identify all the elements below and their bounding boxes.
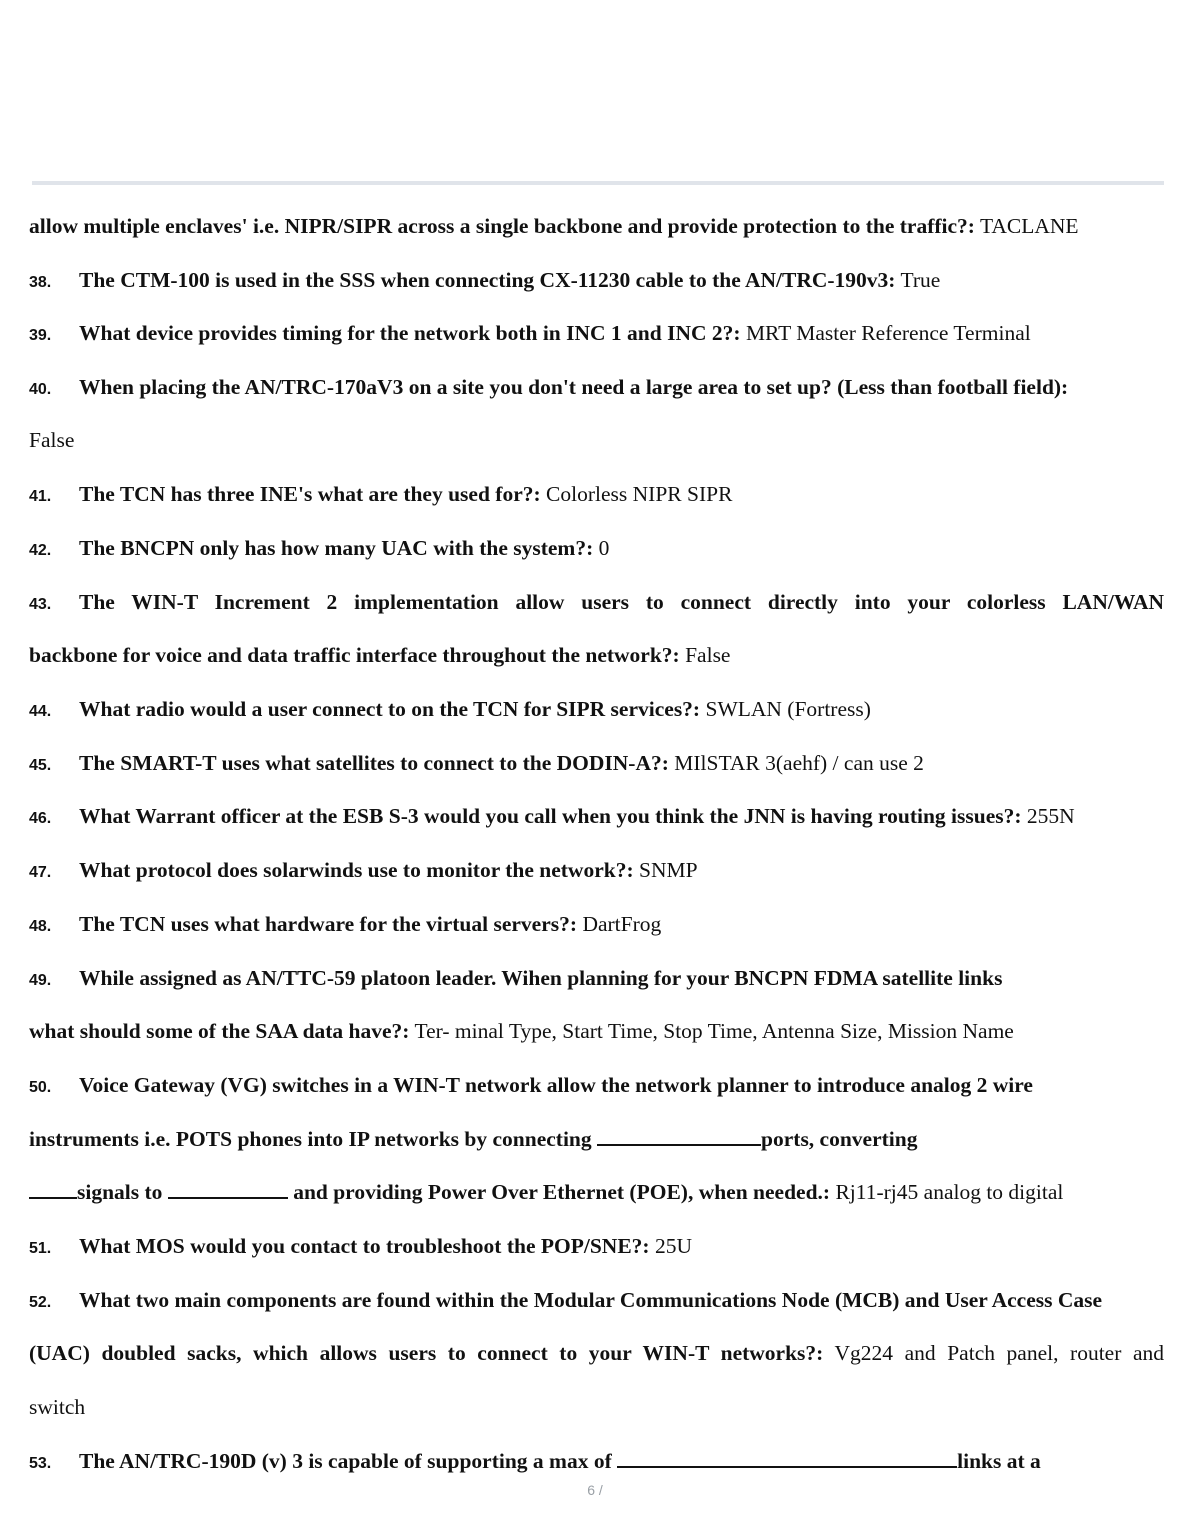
fill-in-blank — [168, 1178, 288, 1199]
question-43-continued — [29, 640, 1164, 670]
question-text: and providing Power Over Ethernet (POE), when needed.: — [293, 1180, 831, 1204]
answer-text: True — [900, 268, 941, 292]
question-number: 52. — [29, 1294, 52, 1311]
question-40-answer-line — [29, 425, 1164, 455]
question-52 — [29, 1285, 1164, 1318]
question-50 — [29, 1070, 1164, 1103]
question-text: While assigned as AN/TTC-59 platoon leader. Wihen planning for your BNCPN FDMA satellite links — [79, 966, 1003, 990]
question-text: signals to — [77, 1180, 163, 1204]
answer-text: SWLAN (Fortress) — [705, 697, 871, 721]
question-number: 45. — [29, 757, 52, 774]
answer-text: Ter- minal Type, Start Time, Stop Time, Antenna Size, Mission Name — [414, 1019, 1014, 1043]
question-text: allow multiple enclaves' i.e. NIPR/SIPR across a single backbone and provide protection to the traffic?: — [29, 214, 975, 238]
question-text: What device provides timing for the network both in INC 1 and INC 2?: — [79, 321, 741, 345]
answer-text: Rj11-rj45 analog to digital — [835, 1180, 1064, 1204]
question-38 — [29, 265, 1164, 298]
question-number: 48. — [29, 918, 52, 935]
question-40 — [29, 372, 1164, 405]
question-text: The TCN has three INE's what are they used for?: — [79, 482, 541, 506]
question-number: 51. — [29, 1240, 52, 1257]
question-text: What MOS would you contact to troubleshoot the POP/SNE?: — [79, 1234, 650, 1258]
question-text: backbone for voice and data traffic interface throughout the network?: — [29, 643, 680, 667]
question-43 — [29, 587, 1164, 620]
question-text: ports, converting — [761, 1127, 918, 1151]
question-text: What Warrant officer at the ESB S-3 would you call when you think the JNN is having routing issues?: — [79, 804, 1022, 828]
question-52-answer-line — [29, 1392, 1164, 1422]
question-number: 44. — [29, 703, 52, 720]
question-text: The AN/TRC-190D (v) 3 is capable of supporting a max of — [79, 1449, 612, 1473]
question-number: 46. — [29, 810, 52, 827]
question-47 — [29, 855, 1164, 888]
question-50-line2 — [29, 1124, 1164, 1154]
answer-text: DartFrog — [582, 912, 662, 936]
question-text: what should some of the SAA data have?: — [29, 1019, 410, 1043]
fill-in-blank — [29, 1178, 77, 1199]
answer-text: False — [29, 428, 75, 452]
answer-text: 0 — [598, 536, 610, 560]
question-text: What two main components are found within the Modular Communications Node (MCB) and User Access Case — [79, 1288, 1103, 1312]
question-number: 43. — [29, 596, 52, 613]
page-number: 6 / — [587, 1482, 603, 1498]
question-51 — [29, 1231, 1164, 1264]
question-text: The TCN uses what hardware for the virtual servers?: — [79, 912, 578, 936]
question-number: 50. — [29, 1079, 52, 1096]
question-41 — [29, 479, 1164, 512]
question-text: The CTM-100 is used in the SSS when connecting CX-11230 cable to the AN/TRC-190v3: — [79, 268, 896, 292]
question-number: 41. — [29, 488, 52, 505]
question-49-continued — [29, 1016, 1164, 1046]
question-text: What protocol does solarwinds use to monitor the network?: — [79, 858, 634, 882]
header-divider — [32, 181, 1164, 185]
question-text: When placing the AN/TRC-170aV3 on a site you don't need a large area to set up? (Less than football field): — [79, 375, 1069, 399]
question-39 — [29, 318, 1164, 351]
answer-text: switch — [29, 1395, 86, 1419]
question-45 — [29, 748, 1164, 781]
answer-text: MIlSTAR 3(aehf) / can use 2 — [674, 751, 924, 775]
answer-text: Vg224 and Patch panel, router and — [834, 1341, 1164, 1365]
question-text: What radio would a user connect to on the TCN for SIPR services?: — [79, 697, 701, 721]
question-number: 42. — [29, 542, 52, 559]
question-50-line3 — [29, 1177, 1164, 1207]
question-number: 49. — [29, 972, 52, 989]
question-number: 47. — [29, 864, 52, 881]
question-number: 53. — [29, 1455, 52, 1472]
question-text: instruments i.e. POTS phones into IP networks by connecting — [29, 1127, 592, 1151]
answer-text: Colorless NIPR SIPR — [546, 482, 733, 506]
question-text: Voice Gateway (VG) switches in a WIN-T network allow the network planner to introduce analog 2 wire — [79, 1073, 1033, 1097]
answer-text: False — [685, 643, 731, 667]
question-text: (UAC) doubled sacks, which allows users to connect to your WIN-T networks?: — [29, 1341, 824, 1365]
question-text: The BNCPN only has how many UAC with the system?: — [79, 536, 594, 560]
answer-text: MRT Master Reference Terminal — [745, 321, 1031, 345]
question-37-tail — [29, 211, 1164, 241]
answer-text: 255N — [1026, 804, 1075, 828]
question-52-continued — [29, 1338, 1164, 1368]
answer-text: 25U — [654, 1234, 692, 1258]
answer-text: SNMP — [639, 858, 698, 882]
question-number: 40. — [29, 381, 52, 398]
question-text: links at a — [957, 1449, 1041, 1473]
question-number: 38. — [29, 274, 52, 291]
question-53 — [29, 1446, 1164, 1479]
question-text: The WIN-T Increment 2 implementation allow users to connect directly into your colorless LAN/WAN — [79, 590, 1164, 614]
answer-text: TACLANE — [979, 214, 1079, 238]
question-46 — [29, 801, 1164, 834]
fill-in-blank — [617, 1447, 957, 1468]
question-text: The SMART-T uses what satellites to connect to the DODIN-A?: — [79, 751, 669, 775]
question-number: 39. — [29, 327, 52, 344]
question-49 — [29, 963, 1164, 996]
question-42 — [29, 533, 1164, 566]
fill-in-blank — [597, 1125, 761, 1146]
question-48 — [29, 909, 1164, 942]
question-44 — [29, 694, 1164, 727]
